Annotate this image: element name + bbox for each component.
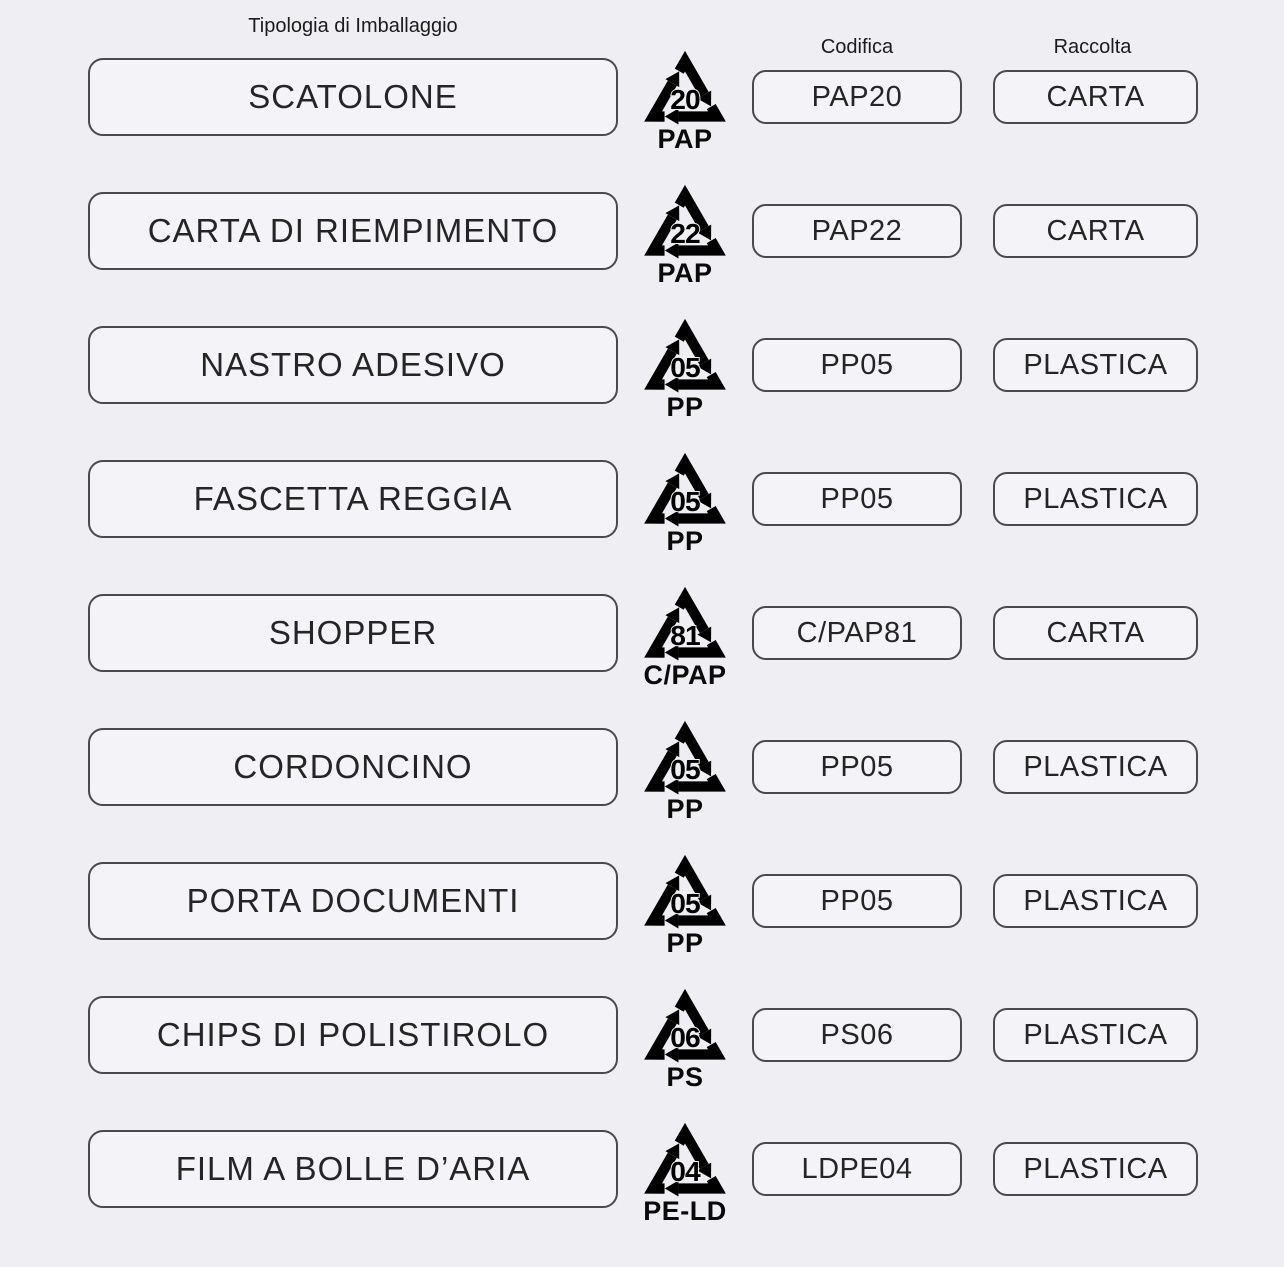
recycling-mobius-loop-icon: [638, 585, 732, 662]
codifica-box: [752, 606, 962, 660]
recycling-symbol: [618, 317, 752, 421]
recycling-code-number: 04: [670, 1154, 700, 1187]
raccolta-box: [993, 70, 1198, 124]
recycling-mobius-loop-icon: [638, 1121, 732, 1198]
material-code-label: PE-LD: [643, 1195, 727, 1226]
raccolta-box: [993, 606, 1198, 660]
codifica-box: [752, 1008, 962, 1062]
recycling-symbol: [618, 451, 752, 555]
material-code-label: PAP: [657, 257, 713, 288]
codifica-value: LDPE04: [801, 1152, 913, 1185]
packaging-type-box: [88, 1130, 618, 1208]
recycling-mobius-loop-icon: [638, 853, 732, 930]
codifica-value: PP05: [820, 348, 894, 381]
packaging-type-box: [88, 460, 618, 538]
recycling-symbol: [618, 183, 752, 287]
raccolta-box: [993, 740, 1198, 794]
raccolta-value: PLASTICA: [1023, 1018, 1168, 1051]
codifica-value: C/PAP81: [796, 616, 918, 649]
codifica-box: [752, 472, 962, 526]
packaging-type-box: [88, 326, 618, 404]
raccolta-value: CARTA: [1046, 616, 1145, 649]
packaging-type-label: SCATOLONE: [248, 78, 458, 115]
raccolta-box: [993, 338, 1198, 392]
recycling-code-number: 20: [670, 82, 700, 115]
recycling-symbol: [618, 1121, 752, 1225]
recycling-code-number: 81: [670, 618, 700, 651]
table-row: [0, 1102, 1284, 1236]
recycling-symbol: [618, 585, 752, 689]
raccolta-value: PLASTICA: [1023, 884, 1168, 917]
material-code-label: PAP: [657, 123, 713, 154]
packaging-type-box: [88, 58, 618, 136]
material-code-label: C/PAP: [643, 659, 727, 690]
packaging-type-box: [88, 192, 618, 270]
packaging-type-label: CORDONCINO: [233, 748, 473, 785]
table-row: [0, 164, 1284, 298]
recycling-code-number: 22: [670, 216, 700, 249]
material-code-label: PS: [666, 1061, 704, 1092]
packaging-type-label: NASTRO ADESIVO: [200, 346, 506, 383]
material-code-label: PP: [666, 927, 704, 958]
recycling-mobius-loop-icon: [638, 317, 732, 394]
packaging-type-box: [88, 728, 618, 806]
table-row: [0, 834, 1284, 968]
column-header-tipologia: Tipologia di Imballaggio: [248, 15, 458, 37]
codifica-box: [752, 1142, 962, 1196]
column-header-raccolta: Raccolta: [1053, 36, 1132, 58]
recycling-mobius-loop-icon: [638, 987, 732, 1064]
packaging-type-label: CARTA DI RIEMPIMENTO: [147, 212, 559, 249]
raccolta-value: CARTA: [1046, 80, 1145, 113]
raccolta-value: PLASTICA: [1023, 750, 1168, 783]
packaging-type-box: [88, 862, 618, 940]
codifica-value: PS06: [820, 1018, 894, 1051]
codifica-value: PAP22: [811, 214, 903, 247]
recycling-symbol: [618, 987, 752, 1091]
packaging-type-box: [88, 996, 618, 1074]
table-row: [0, 432, 1284, 566]
recycling-code-number: 05: [670, 350, 700, 383]
material-code-label: PP: [666, 793, 704, 824]
packaging-type-label: FASCETTA REGGIA: [193, 480, 513, 517]
column-header-codifica: Codifica: [820, 36, 894, 58]
packaging-type-label: SHOPPER: [268, 614, 438, 651]
recycling-mobius-loop-icon: [638, 183, 732, 260]
codifica-box: [752, 740, 962, 794]
codifica-value: PP05: [820, 482, 894, 515]
table-row: [0, 968, 1284, 1102]
recycling-symbol: [618, 853, 752, 957]
recycling-code-number: 05: [670, 752, 700, 785]
raccolta-box: [993, 874, 1198, 928]
recycling-code-number: 06: [670, 1020, 700, 1053]
codifica-box: [752, 204, 962, 258]
codifica-value: PP05: [820, 750, 894, 783]
recycling-mobius-loop-icon: [638, 451, 732, 528]
recycling-mobius-loop-icon: [638, 719, 732, 796]
raccolta-box: [993, 1008, 1198, 1062]
table-rows: [0, 30, 1284, 1236]
table-row: [0, 30, 1284, 164]
packaging-type-label: CHIPS DI POLISTIROLO: [156, 1016, 550, 1053]
table-row: [0, 566, 1284, 700]
codifica-value: PAP20: [811, 80, 903, 113]
material-code-label: PP: [666, 525, 704, 556]
raccolta-box: [993, 204, 1198, 258]
raccolta-value: PLASTICA: [1023, 1152, 1168, 1185]
raccolta-value: PLASTICA: [1023, 348, 1168, 381]
table-row: [0, 298, 1284, 432]
packaging-type-label: PORTA DOCUMENTI: [186, 882, 520, 919]
recycling-symbol: [618, 719, 752, 823]
codifica-box: [752, 338, 962, 392]
raccolta-box: [993, 1142, 1198, 1196]
recycling-symbol: [618, 49, 752, 153]
material-code-label: PP: [666, 391, 704, 422]
recycling-code-number: 05: [670, 886, 700, 919]
codifica-box: [752, 70, 962, 124]
raccolta-value: PLASTICA: [1023, 482, 1168, 515]
table-row: [0, 700, 1284, 834]
recycling-code-number: 05: [670, 484, 700, 517]
recycling-mobius-loop-icon: [638, 49, 732, 126]
raccolta-value: CARTA: [1046, 214, 1145, 247]
raccolta-box: [993, 472, 1198, 526]
packaging-type-box: [88, 594, 618, 672]
codifica-box: [752, 874, 962, 928]
packaging-type-label: FILM A BOLLE D’ARIA: [175, 1150, 531, 1187]
codifica-value: PP05: [820, 884, 894, 917]
